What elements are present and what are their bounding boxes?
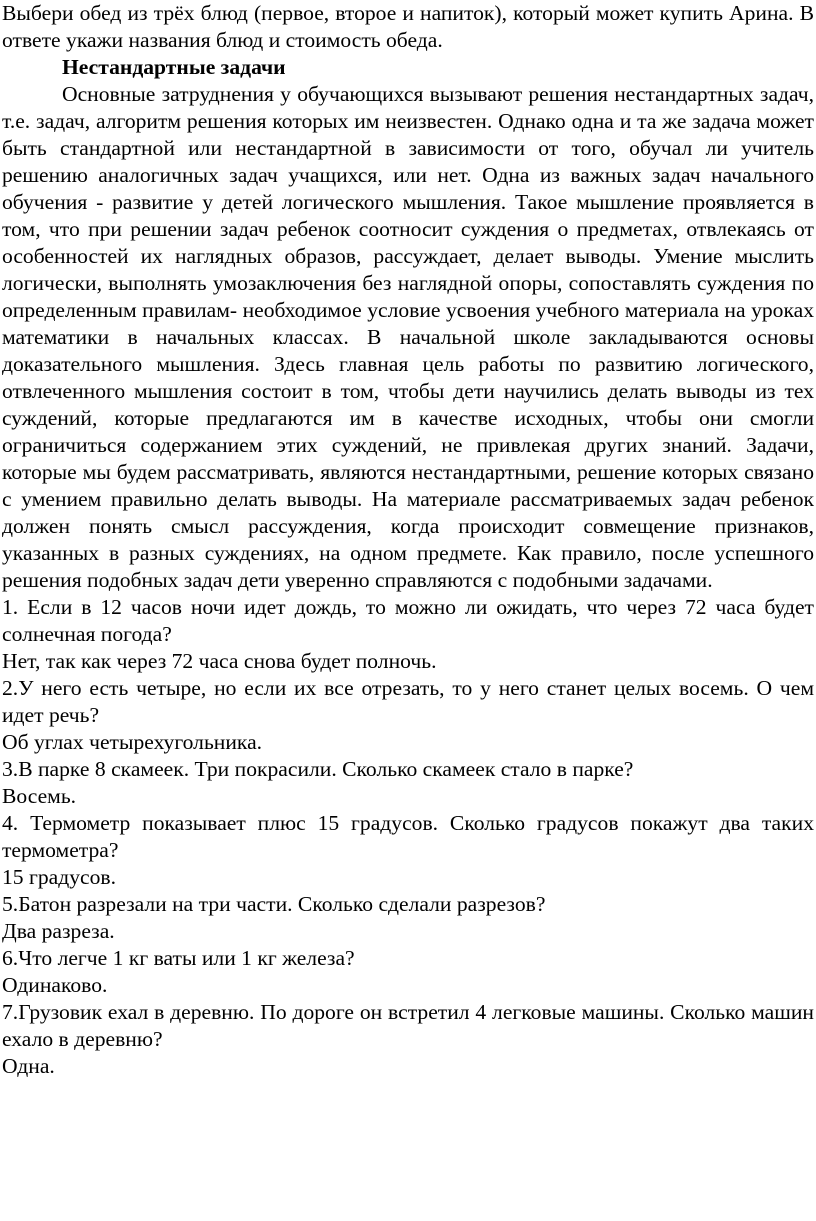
task-6-question: 6.Что легче 1 кг ваты или 1 кг железа? — [2, 946, 355, 970]
task-7-answer: Одна. — [2, 1054, 55, 1078]
task-2-question: 2.У него есть четыре, но если их все отрезать, то у него станет целых восемь. О чем идет речь? — [2, 676, 814, 727]
task-1-question: 1. Если в 12 часов ночи идет дождь, то можно ли ожидать, что через 72 часа будет солнечная погода? — [2, 595, 814, 646]
task-6-answer: Одинаково. — [2, 973, 108, 997]
task-4-answer: 15 градусов. — [2, 865, 116, 889]
task-2-answer: Об углах четырехугольника. — [2, 730, 263, 754]
intro-paragraph: Выбери обед из трёх блюд (первое, второе и напиток), который может купить Арина. В ответе укажи названия блюд и стоимость обеда. — [2, 1, 814, 52]
task-3-answer: Восемь. — [2, 784, 77, 808]
task-7-question: 7.Грузовик ехал в деревню. По дороге он встретил 4 легковые машины. Сколько машин ехало в деревню? — [2, 1000, 814, 1051]
task-1-answer: Нет, так как через 72 часа снова будет полночь. — [2, 649, 437, 673]
task-4-question: 4. Термометр показывает плюс 15 градусов. Сколько градусов покажут два таких термометра? — [2, 811, 814, 862]
task-5-question: 5.Батон разрезали на три части. Сколько сделали разрезов? — [2, 892, 546, 916]
body-paragraph: Основные затруднения у обучающихся вызывают решения нестандартных задач, т.е. задач, алгоритм решения которых им неизвестен. Однако одна и та же задача может быть стандартной или нестандартной в зависимости от того, обучал ли учитель решению аналогичных задач учащихся, или нет. Одна из важных задач начального обучения - развитие у детей логического мышления. Такое мышление проявляется в том, что при решении задач ребенок соотносит суждения о предметах, отвлекаясь от особенностей их наглядных образов, рассуждает, делает выводы. Умение мыслить логически, выполнять умозаключения без наглядной опоры, сопоставлять суждения по определенным правилам- необходимое условие усвоения учебного материала на уроках математики в начальных классах. В начальной школе закладываются основы доказательного мышления. Здесь главная цель работы по развитию логического, отвлеченного мышления состоит в том, чтобы дети научились делать выводы из тех суждений, которые предлагаются им в качестве исходных, чтобы они смогли ограничиться содержанием этих суждений, не привлекая других знаний. Задачи, которые мы будем рассматривать, являются нестандартными, решение которых связано с умением правильно делать выводы. На материале рассматриваемых задач ребенок должен понять смысл рассуждения, когда происходит совмещение признаков, указанных в разных суждениях, на одном предмете. Как правило, после успешного решения подобных задач дети уверенно справляются с подобными задачами. — [2, 82, 814, 592]
section-heading: Нестандартные задачи — [62, 55, 286, 79]
task-3-question: 3.В парке 8 скамеек. Три покрасили. Сколько скамеек стало в парке? — [2, 757, 634, 781]
task-5-answer: Два разреза. — [2, 919, 115, 943]
